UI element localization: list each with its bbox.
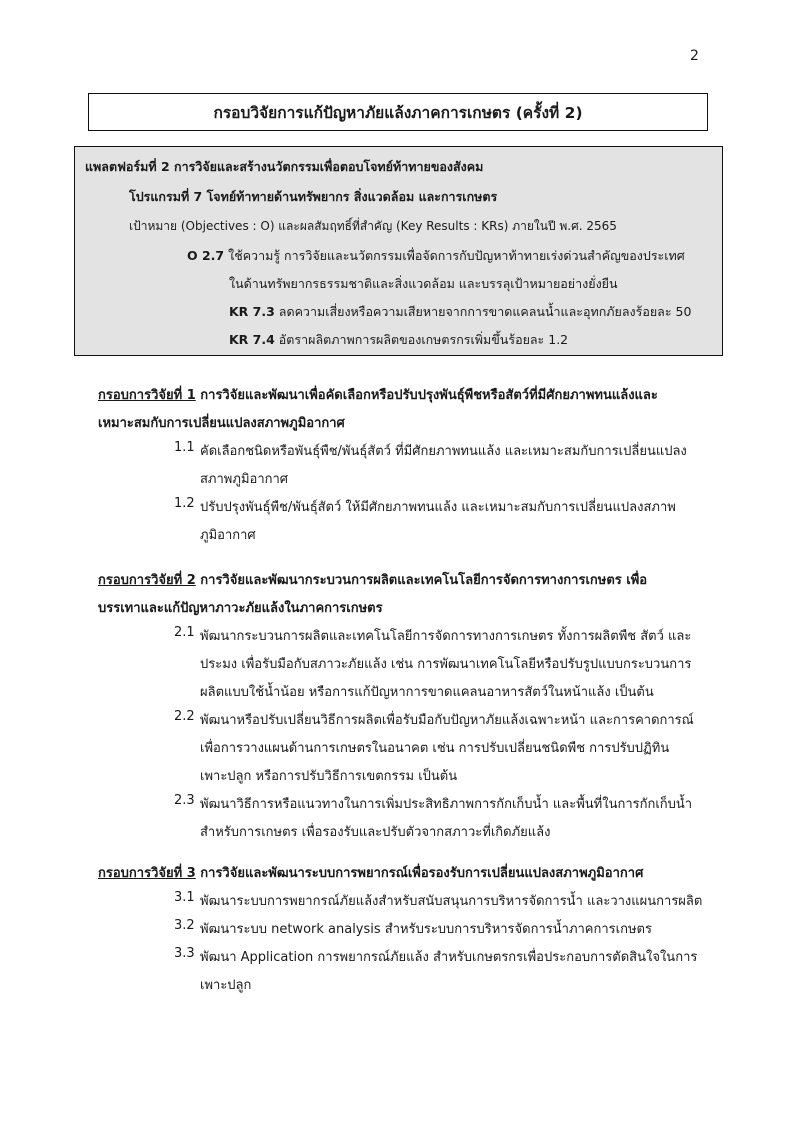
page-number: 2 [690,48,699,64]
goal-text: เป้าหมาย (Objectives : O) และผลสัมฤทธิ์ที่สำคัญ (Key Results : KRs) ภายในปี พ.ศ. 2565 [129,219,617,233]
objective-code: O 2.7 [187,248,225,263]
document-title: กรอบวิจัยการแก้ปัญหาภัยแล้งภาคการเกษตร (ครั้งที่ 2) [213,103,583,122]
framework-1-item-2-num: 1.2 [174,496,195,511]
framework-2-item-2-num: 2.2 [174,709,195,724]
objective-box [74,146,723,356]
kr-7-3-code: KR 7.3 [229,304,275,319]
framework-2-item-2-line-2: เพื่อการวางแผนด้านการเกษตรในอนาคต เช่น การปรับเปลี่ยนชนิดพืช การปรับปฏิทิน [200,741,670,756]
framework-1-heading [98,384,658,405]
framework-2-item-3-line-1: พัฒนาวิธีการหรือแนวทางในการเพิ่มประสิทธิภาพการกักเก็บน้ำ และพื้นที่ในการกักเก็บน้ำ [200,797,693,812]
framework-2-item-2-line-3: เพาะปลูก หรือการปรับวิธีการเขตกรรม เป็นต้น [200,769,458,784]
framework-3-item-2-line-1: พัฒนาระบบ network analysis สำหรับระบบการบริหารจัดการน้ำภาคการเกษตร [200,922,652,937]
framework-1-item-1-line-1: คัดเลือกชนิดหรือพันธุ์พืช/พันธุ์สัตว์ ที่มีศักยภาพทนแล้ง และเหมาะสมกับการเปลี่ยนแปลง [200,444,687,459]
framework-2-item-3-line-2: สำหรับการเกษตร เพื่อรองรับและปรับตัวจากสภาวะที่เกิดภัยแล้ง [200,825,551,840]
framework-3-item-1-line-1: พัฒนาระบบการพยากรณ์ภัยแล้งสำหรับสนับสนุนการบริหารจัดการน้ำ และวางแผนการผลิต [200,894,703,909]
objective-text-1: ใช้ความรู้ การวิจัยและนวัตกรรมเพื่อจัดการกับปัญหาท้าทายเร่งด่วนสำคัญของประเทศ [228,248,685,263]
framework-2-title-1: การวิจัยและพัฒนากระบวนการผลิตและเทคโนโลยีการจัดการทางการเกษตร เพื่อ [200,573,648,588]
framework-1-label: กรอบการวิจัยที่ 1 [98,388,196,403]
document-title-box [88,93,708,131]
framework-1-item-2-line-1: ปรับปรุงพันธุ์พืช/พันธุ์สัตว์ ให้มีศักยภาพทนแล้ง และเหมาะสมกับการเปลี่ยนแปลงสภาพ [200,500,676,515]
framework-2-title-2: บรรเทาและแก้ปัญหาภาวะภัยแล้งในภาคการเกษตร [98,601,383,616]
framework-1-title-2: เหมาะสมกับการเปลี่ยนแปลงสภาพภูมิอากาศ [98,416,345,431]
framework-2-item-3-num: 2.3 [174,793,195,808]
kr-7-4 [229,330,568,350]
framework-1-item-2-line-2: ภูมิอากาศ [200,528,256,543]
program-heading: โปรแกรมที่ 7 โจทย์ท้าทายด้านทรัพยากร สิ่งแวดล้อม และการเกษตร [129,189,498,204]
kr-7-4-text: อัตราผลิตภาพการผลิตของเกษตรกรเพิ่มขึ้นร้อยละ 1.2 [278,332,569,347]
framework-2-item-1-num: 2.1 [174,625,195,640]
framework-2-item-2-line-1: พัฒนาหรือปรับเปลี่ยนวิธีการผลิตเพื่อรับมือกับปัญหาภัยแล้งเฉพาะหน้า และการคาดการณ์ [200,713,694,728]
framework-1-item-1-line-2: สภาพภูมิอากาศ [200,472,289,487]
framework-3-item-3-line-2: เพาะปลูก [200,978,252,993]
objective-line-1 [187,246,685,266]
framework-3-label: กรอบการวิจัยที่ 3 [98,866,196,881]
kr-7-4-code: KR 7.4 [229,332,275,347]
kr-7-3-text: ลดความเสี่ยงหรือความเสียหายจากการขาดแคลนน้ำและอุทกภัยลงร้อยละ 50 [278,304,692,319]
framework-3-item-3-num: 3.3 [174,946,195,961]
kr-7-3 [229,302,691,322]
framework-3-item-3-line-1: พัฒนา Application การพยากรณ์ภัยแล้ง สำหรับเกษตรกรเพื่อประกอบการตัดสินใจในการ [200,950,698,965]
framework-2-item-1-line-3: ผลิตแบบใช้น้ำน้อย หรือการแก้ปัญหาการขาดแคลนอาหารสัตว์ในหน้าแล้ง เป็นต้น [200,685,654,700]
framework-1-title-1: การวิจัยและพัฒนาเพื่อคัดเลือกหรือปรับปรุงพันธุ์พืชหรือสัตว์ที่มีศักยภาพทนแล้งและ [200,388,658,403]
framework-1-item-1-num: 1.1 [174,440,195,455]
platform-heading: แพลตฟอร์มที่ 2 การวิจัยและสร้างนวัตกรรมเพื่อตอบโจทย์ท้าทายของสังคม [85,159,484,174]
framework-2-item-1-line-1: พัฒนากระบวนการผลิตและเทคโนโลยีการจัดการทางการเกษตร ทั้งการผลิตพืช สัตว์ และ [200,629,692,644]
framework-2-label: กรอบการวิจัยที่ 2 [98,573,196,588]
framework-2-item-1-line-2: ประมง เพื่อรับมือกับสภาวะภัยแล้ง เช่น การพัฒนาเทคโนโลยีหรือปรับรูปแบบกระบวนการ [200,657,692,672]
objective-text-2: ในด้านทรัพยากรธรรมชาติและสิ่งแวดล้อม และบรรลุเป้าหมายอย่างยั่งยืน [229,276,618,291]
framework-2-heading [98,569,647,590]
framework-3-heading [98,862,643,883]
framework-3-title-1: การวิจัยและพัฒนาระบบการพยากรณ์เพื่อรองรับการเปลี่ยนแปลงสภาพภูมิอากาศ [200,866,644,881]
framework-3-item-2-num: 3.2 [174,918,195,933]
framework-3-item-1-num: 3.1 [174,890,195,905]
